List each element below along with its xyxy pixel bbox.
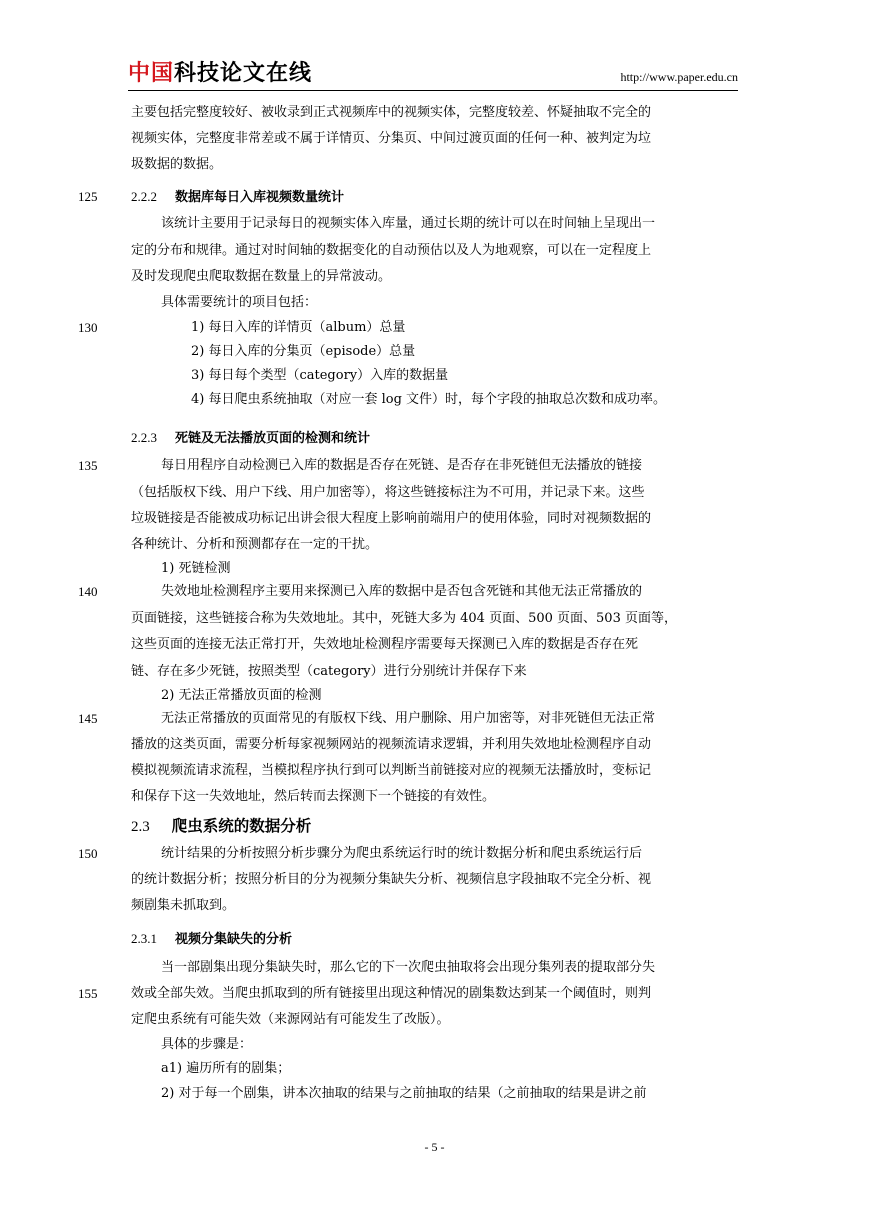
text-line: 失效地址检测程序主要用来探测已入库的数据中是否包含死链和其他无法正常播放的 (161, 584, 643, 599)
header-url[interactable]: http://www.paper.edu.cn (620, 70, 738, 84)
text-line: 2) 无法正常播放页面的检测 (161, 688, 322, 703)
section-number: 2.2.3 (131, 430, 157, 445)
line-number: 135 (78, 458, 98, 473)
text-line: 圾数据的数据。 (131, 157, 223, 172)
text-line: 及时发现爬虫爬取数据在数量上的异常波动。 (131, 269, 392, 284)
subsection-heading (131, 187, 738, 208)
text-line: 播放的这类页面，需要分析每家视频网站的视频流请求逻辑，并利用失效地址检测程序自动 (131, 737, 652, 752)
section-heading (131, 816, 738, 837)
section-title: 数据库每日入库视频数量统计 (175, 190, 345, 205)
line-number: 140 (78, 584, 98, 599)
text-line: 具体需要统计的项目包括： (161, 295, 318, 310)
line-number: 145 (78, 711, 98, 726)
text-line: 链、存在多少死链，按照类型（category）进行分别统计并保存下来 (131, 664, 527, 679)
header-divider (128, 90, 738, 91)
text-line: a1) 遍历所有的剧集； (161, 1061, 291, 1076)
text-line: 和保存下这一失效地址，然后转而去探测下一个链接的有效性。 (131, 789, 496, 804)
text-line: 这些页面的连接无法正常打开，失效地址检测程序需要每天探测已入库的数据是否存在死 (131, 637, 639, 652)
text-line: 各种统计、分析和预测都存在一定的干扰。 (131, 537, 379, 552)
line-number: 150 (78, 846, 98, 861)
section-title: 死链及无法播放页面的检测和统计 (175, 431, 371, 446)
section-title: 爬虫系统的数据分析 (171, 817, 312, 835)
text-line: 视频实体，完整度非常差或不属于详情页、分集页、中间过渡页面的任何一种、被判定为垃 (131, 131, 652, 146)
section-number: 2.3.1 (131, 931, 157, 946)
text-line: （包括版权下线、用户下线、用户加密等），将这些链接标注为不可用，并记录下来。这些 (131, 485, 645, 500)
line-number: 130 (78, 320, 98, 335)
text-line: 3) 每日每个类型（category）入库的数据量 (191, 368, 449, 383)
text-line: 定爬虫系统有可能失效（来源网站有可能发生了改版）。 (131, 1012, 450, 1027)
text-line: 定的分布和规律。通过对时间轴的数据变化的自动预估以及人为地观察，可以在一定程度上 (131, 243, 652, 258)
subsection-heading (131, 428, 738, 449)
text-line: 页面链接，这些链接合称为失效地址。其中，死链大多为 404 页面、500 页面、503 页面等， (131, 611, 677, 626)
subsection-heading (131, 929, 738, 950)
text-line: 1) 死链检测 (161, 561, 231, 576)
text-line: 1) 每日入库的详情页（album）总量 (191, 320, 406, 335)
text-line: 的统计数据分析；按照分析目的分为视频分集缺失分析、视频信息字段抽取不完全分析、视 (131, 872, 652, 887)
text-line: 主要包括完整度较好、被收录到正式视频库中的视频实体，完整度较差、怀疑抽取不完全的 (131, 105, 652, 120)
text-line: 无法正常播放的页面常见的有版权下线、用户删除、用户加密等，对非死链但无法正常 (161, 711, 656, 726)
section-title: 视频分集缺失的分析 (175, 932, 293, 947)
logo-red-text: 中国 (128, 61, 175, 86)
line-number: 155 (78, 986, 98, 1001)
text-line: 效或全部失效。当爬虫抓取到的所有链接里出现这种情况的剧集数达到某一个阈值时，则判 (131, 986, 652, 1001)
text-line: 当一部剧集出现分集缺失时，那么它的下一次爬虫抽取将会出现分集列表的提取部分失 (161, 960, 656, 975)
text-line: 4) 每日爬虫系统抽取（对应一套 log 文件）时，每个字段的抽取总次数和成功率。 (191, 392, 667, 407)
page-number: - 5 - (424, 1140, 445, 1154)
section-number: 2.3 (131, 819, 150, 835)
text-line: 统计结果的分析按照分析步骤分为爬虫系统运行时的统计数据分析和爬虫系统运行后 (161, 846, 643, 861)
text-line: 垃圾链接是否能被成功标记出讲会很大程度上影响前端用户的使用体验，同时对视频数据的 (131, 511, 652, 526)
journal-logo (128, 60, 312, 88)
section-number: 2.2.2 (131, 189, 157, 204)
text-line: 频剧集未抓取到。 (131, 898, 236, 913)
text-line: 2) 每日入库的分集页（episode）总量 (191, 344, 416, 359)
text-line: 该统计主要用于记录每日的视频实体入库量，通过长期的统计可以在时间轴上呈现出一 (161, 216, 656, 231)
line-number: 125 (78, 189, 98, 204)
logo-black-text: 科技论文在线 (174, 61, 313, 86)
text-line: 2) 对于每一个剧集，讲本次抽取的结果与之前抽取的结果（之前抽取的结果是讲之前 (161, 1086, 647, 1101)
text-line: 每日用程序自动检测已入库的数据是否存在死链、是否存在非死链但无法播放的链接 (161, 458, 643, 473)
text-line: 模拟视频流请求流程，当模拟程序执行到可以判断当前链接对应的视频无法播放时，变标记 (131, 763, 652, 778)
text-line: 具体的步骤是： (161, 1037, 253, 1052)
